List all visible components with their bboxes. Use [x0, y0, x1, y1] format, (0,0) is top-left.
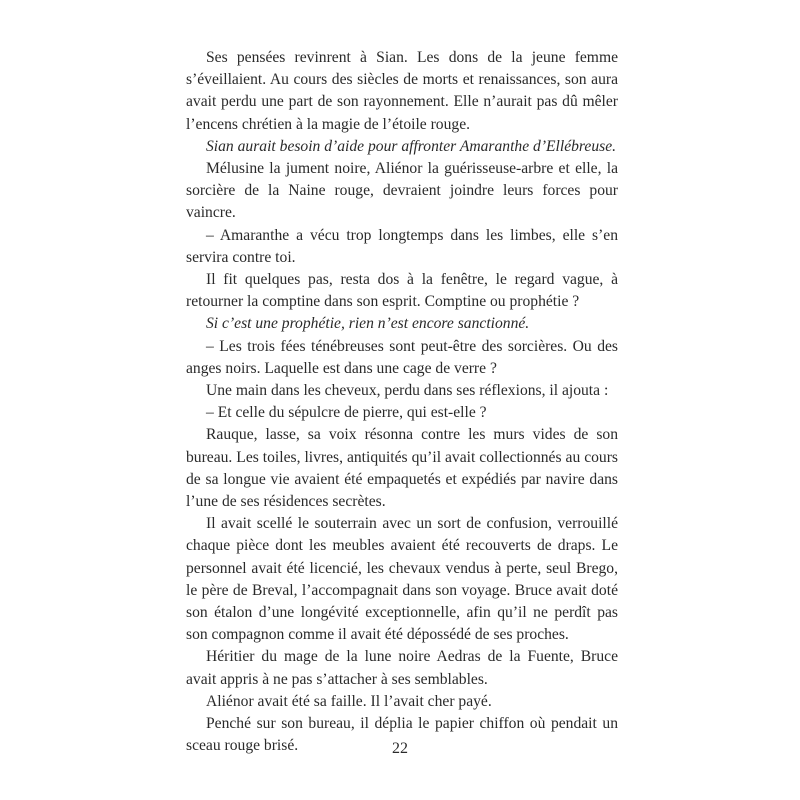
paragraph-1: Ses pensées revinrent à Sian. Les dons de la jeune femme s’éveillaient. Au cours des siècles de morts et renaissances, son aura avait perdu une part de son rayonnement. Elle n’aurait pas dû mêler l’encens chrétien à la magie de l’étoile rouge. — [186, 49, 618, 133]
paragraph-2-italic: Sian aurait besoin d’aide pour affronter Amaranthe d’Ellébreuse. — [206, 137, 617, 155]
paragraph-11: Il avait scellé le souterrain avec un sort de confusion, verrouillé chaque pièce dont les meubles avaient été recouverts de draps. Le personnel avait été licencié, les chevaux vendus à perte, seul Brego, le père de Breval, l’accompagnait dans son voyage. Bruce avait doté son étalon d’une longévité exceptionnelle, afin qu’il ne perdît pas son compagnon comme il avait été dépossédé de ses proches. — [186, 515, 618, 644]
paragraph-4-dialogue: – Amaranthe a vécu trop longtemps dans les limbes, elle s’en servira contre toi. — [186, 226, 618, 266]
paragraph-8: Une main dans les cheveux, perdu dans ses réflexions, il ajouta : — [206, 382, 609, 400]
paragraph-13: Aliénor avait été sa faille. Il l’avait cher payé. — [206, 692, 492, 710]
paragraph-10: Rauque, lasse, sa voix résonna contre les murs vides de son bureau. Les toiles, livres, antiquités qu’il avait collectionnés au cours de sa longue vie avaient été empaquetés et expédiés par navire dans l’une de ses résidences secrètes. — [186, 426, 618, 511]
paragraph-14: Penché sur son bureau, il déplia le papier chiffon où pendait un sceau rouge brisé. — [186, 715, 618, 755]
paragraph-9-dialogue: – Et celle du sépulcre de pierre, qui est-elle ? — [206, 404, 487, 422]
page-number: 22 — [392, 740, 408, 757]
paragraph-12: Héritier du mage de la lune noire Aedras de la Fuente, Bruce avait appris à ne pas s’attacher à ses semblables. — [186, 648, 618, 688]
paragraph-5: Il fit quelques pas, resta dos à la fenêtre, le regard vague, à retourner la comptine dans son esprit. Comptine ou prophétie ? — [186, 271, 618, 311]
paragraph-7-dialogue: – Les trois fées ténébreuses sont peut-être des sorcières. Ou des anges noirs. Laquelle est dans une cage de verre ? — [186, 337, 618, 377]
paragraph-6-italic: Si c’est une prophétie, rien n’est encore sanctionné. — [206, 315, 530, 333]
paragraph-3: Mélusine la jument noire, Aliénor la guérisseuse-arbre et elle, la sorcière de la Naine rouge, devraient joindre leurs forces pour vaincre. — [186, 160, 618, 222]
page-body — [186, 47, 618, 758]
